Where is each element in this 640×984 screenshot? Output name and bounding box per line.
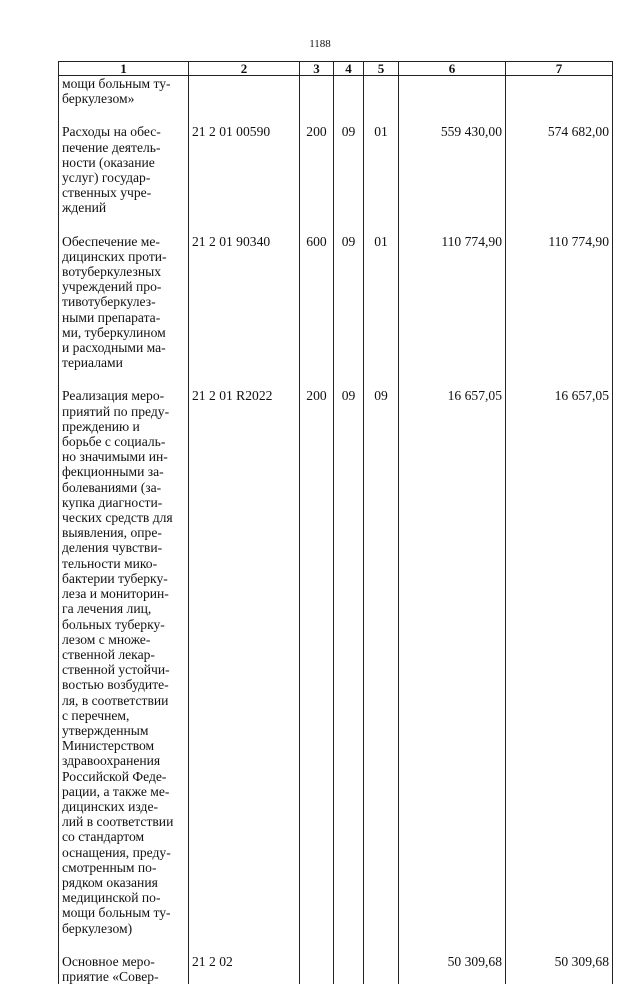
- item-name-line: и расходными ма-: [62, 340, 185, 355]
- spacer-cell: [59, 106, 189, 124]
- spacer-cell: [399, 370, 506, 388]
- subsection-code: 01: [364, 124, 399, 215]
- section-code: [334, 954, 364, 984]
- spacer-cell: [189, 106, 300, 124]
- subsection-code: [364, 76, 399, 107]
- column-header: 2: [189, 62, 300, 76]
- item-name-line: мощи больным ту-: [62, 76, 185, 91]
- subsection-code: 09: [364, 388, 399, 935]
- column-header: 6: [399, 62, 506, 76]
- spacer-cell: [399, 936, 506, 954]
- spacer-cell: [364, 936, 399, 954]
- expense-type-code: 600: [300, 234, 334, 371]
- spacer-cell: [506, 370, 613, 388]
- item-name-line: со стандартом: [62, 829, 185, 844]
- spacer-cell: [59, 216, 189, 234]
- spacer-cell: [334, 936, 364, 954]
- column-header: 4: [334, 62, 364, 76]
- item-name-line: беркулезом): [62, 921, 185, 936]
- amount-year-2: 16 657,05: [506, 388, 613, 935]
- spacer-cell: [399, 216, 506, 234]
- item-name-line: востью возбудите-: [62, 677, 185, 692]
- item-name-line: Реализация меро-: [62, 388, 185, 403]
- classification-code: [189, 76, 300, 107]
- item-name-line: купка диагности-: [62, 495, 185, 510]
- column-header: 5: [364, 62, 399, 76]
- item-name-line: га лечения лиц,: [62, 601, 185, 616]
- item-name-line: Министерством: [62, 738, 185, 753]
- item-name-line: но значимыми ин-: [62, 449, 185, 464]
- item-name-line: рации, а также ме-: [62, 784, 185, 799]
- item-name-line: больных туберку-: [62, 617, 185, 632]
- spacer-cell: [189, 370, 300, 388]
- spacer-cell: [364, 216, 399, 234]
- table-row: [59, 234, 613, 371]
- spacer-cell: [59, 936, 189, 954]
- item-name-line: утвержденным: [62, 723, 185, 738]
- table-row: [59, 388, 613, 935]
- item-name-line: Российской Феде-: [62, 769, 185, 784]
- row-spacer: [59, 370, 613, 388]
- expense-type-code: 200: [300, 388, 334, 935]
- amount-year-2: 574 682,00: [506, 124, 613, 215]
- spacer-cell: [300, 106, 334, 124]
- budget-table: [58, 61, 613, 984]
- spacer-cell: [189, 936, 300, 954]
- amount-year-2: 110 774,90: [506, 234, 613, 371]
- classification-code: 21 2 02: [189, 954, 300, 984]
- item-name-line: дицинских проти-: [62, 249, 185, 264]
- item-name: [59, 76, 189, 107]
- item-name-line: медицинской по-: [62, 890, 185, 905]
- table-body: [59, 76, 613, 984]
- amount-year-1: 110 774,90: [399, 234, 506, 371]
- amount-year-2: [506, 76, 613, 107]
- expense-type-code: 200: [300, 124, 334, 215]
- spacer-cell: [59, 370, 189, 388]
- spacer-cell: [189, 216, 300, 234]
- section-code: 09: [334, 124, 364, 215]
- item-name-line: бактерии туберку-: [62, 571, 185, 586]
- table-row: [59, 954, 613, 984]
- item-name-line: учреждений про-: [62, 279, 185, 294]
- item-name-line: тивотуберкулез-: [62, 294, 185, 309]
- column-header: 1: [59, 62, 189, 76]
- spacer-cell: [506, 216, 613, 234]
- item-name-line: оснащения, преду-: [62, 845, 185, 860]
- row-spacer: [59, 106, 613, 124]
- row-spacer: [59, 936, 613, 954]
- item-name-line: приятий по преду-: [62, 404, 185, 419]
- classification-code: 21 2 01 00590: [189, 124, 300, 215]
- classification-code: 21 2 01 R2022: [189, 388, 300, 935]
- amount-year-1: 50 309,68: [399, 954, 506, 984]
- item-name: [59, 954, 189, 984]
- spacer-cell: [506, 106, 613, 124]
- spacer-cell: [364, 370, 399, 388]
- section-code: [334, 76, 364, 107]
- item-name-line: рядком оказания: [62, 875, 185, 890]
- item-name-line: ственной лекар-: [62, 647, 185, 662]
- item-name-line: ственной устойчи-: [62, 662, 185, 677]
- section-code: 09: [334, 388, 364, 935]
- item-name-line: ности (оказание: [62, 155, 185, 170]
- item-name-line: печение деятель-: [62, 140, 185, 155]
- amount-year-2: 50 309,68: [506, 954, 613, 984]
- item-name-line: с перечнем,: [62, 708, 185, 723]
- amount-year-1: 16 657,05: [399, 388, 506, 935]
- spacer-cell: [399, 106, 506, 124]
- spacer-cell: [300, 936, 334, 954]
- item-name: [59, 388, 189, 935]
- amount-year-1: 559 430,00: [399, 124, 506, 215]
- item-name-line: ными препарата-: [62, 310, 185, 325]
- page-number: 1188: [0, 38, 640, 50]
- item-name-line: услуг) государ-: [62, 170, 185, 185]
- item-name-line: вотуберкулезных: [62, 264, 185, 279]
- column-header: 3: [300, 62, 334, 76]
- item-name-line: преждению и: [62, 419, 185, 434]
- expense-type-code: [300, 954, 334, 984]
- item-name-line: ждений: [62, 200, 185, 215]
- item-name-line: приятие «Совер-: [62, 969, 185, 984]
- item-name-line: Основное меро-: [62, 954, 185, 969]
- item-name-line: ственных учре-: [62, 185, 185, 200]
- spacer-cell: [300, 370, 334, 388]
- item-name-line: Расходы на обес-: [62, 124, 185, 139]
- item-name-line: лезом с множе-: [62, 632, 185, 647]
- spacer-cell: [334, 106, 364, 124]
- subsection-code: 01: [364, 234, 399, 371]
- item-name-line: деления чувстви-: [62, 540, 185, 555]
- spacer-cell: [334, 370, 364, 388]
- section-code: 09: [334, 234, 364, 371]
- column-header: 7: [506, 62, 613, 76]
- item-name-line: ми, туберкулином: [62, 325, 185, 340]
- item-name-line: болеваниями (за-: [62, 480, 185, 495]
- classification-code: 21 2 01 90340: [189, 234, 300, 371]
- table-header: [59, 62, 613, 76]
- item-name-line: мощи больным ту-: [62, 905, 185, 920]
- item-name-line: териалами: [62, 355, 185, 370]
- table-row: [59, 76, 613, 107]
- item-name-line: лий в соответствии: [62, 814, 185, 829]
- spacer-cell: [506, 936, 613, 954]
- table-row: [59, 124, 613, 215]
- expense-type-code: [300, 76, 334, 107]
- subsection-code: [364, 954, 399, 984]
- item-name-line: ля, в соответствии: [62, 693, 185, 708]
- item-name-line: беркулезом»: [62, 91, 185, 106]
- item-name-line: леза и мониторин-: [62, 586, 185, 601]
- spacer-cell: [334, 216, 364, 234]
- item-name: [59, 124, 189, 215]
- item-name-line: здравоохранения: [62, 753, 185, 768]
- item-name: [59, 234, 189, 371]
- amount-year-1: [399, 76, 506, 107]
- item-name-line: тельности мико-: [62, 556, 185, 571]
- item-name-line: борьбе с социаль-: [62, 434, 185, 449]
- item-name-line: фекционными за-: [62, 464, 185, 479]
- item-name-line: дицинских изде-: [62, 799, 185, 814]
- item-name-line: выявления, опре-: [62, 525, 185, 540]
- spacer-cell: [300, 216, 334, 234]
- spacer-cell: [364, 106, 399, 124]
- item-name-line: Обеспечение ме-: [62, 234, 185, 249]
- item-name-line: смотренным по-: [62, 860, 185, 875]
- row-spacer: [59, 216, 613, 234]
- item-name-line: ческих средств для: [62, 510, 185, 525]
